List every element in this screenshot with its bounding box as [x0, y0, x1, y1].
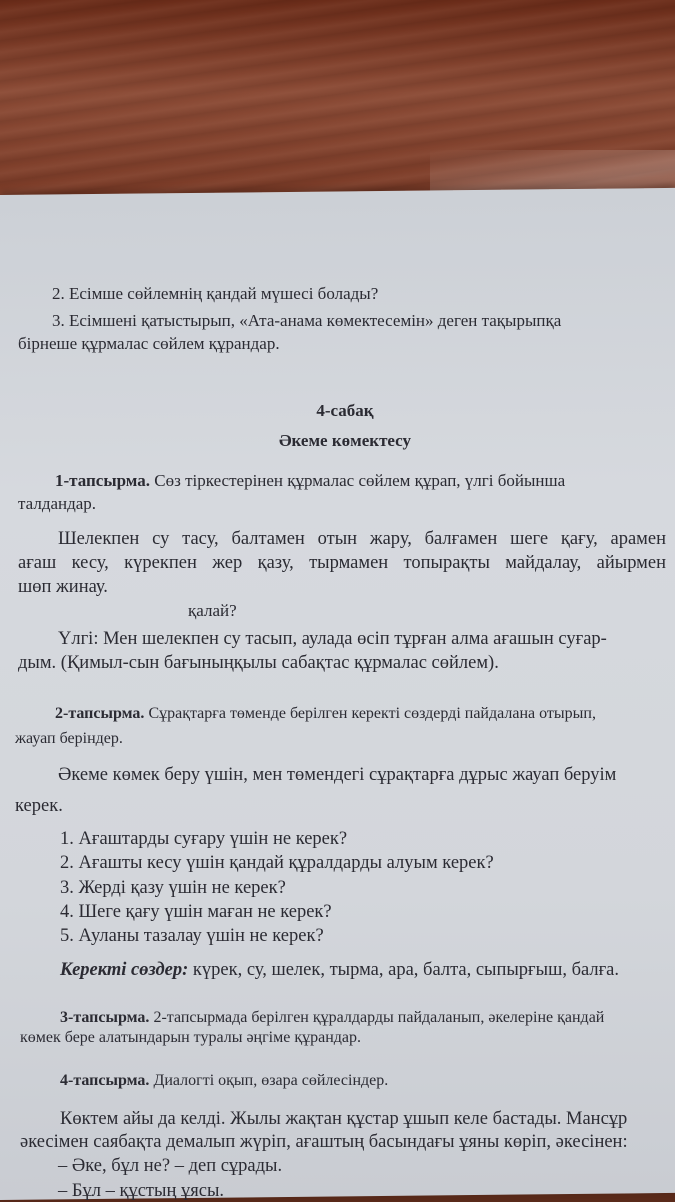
story-line-2: әкесімен саябақта демалып жүріп, ағаштың басындағы ұяны көріп, әкесінен: — [20, 1132, 628, 1152]
example-label: Үлгі: — [58, 629, 99, 649]
phrases-line-3: шөп жинау. — [18, 577, 108, 597]
question-item-4: 4. Шеге қағу үшін маған не керек? — [60, 902, 332, 922]
question-item-1: 1. Ағаштарды суғару үшін не керек? — [60, 829, 348, 849]
task-1-text: Сөз тіркестерінен құрмалас сөйлем құрап, үлгі бойынша — [154, 471, 566, 490]
intro-line-1: Әкеме көмек беру үшін, мен төмендегі сұрақтарға дұрыс жауап беруім — [58, 765, 617, 785]
question-3-line-1: 3. Есімшені қатыстырып, «Ата-анама көмектесемін» деген тақырыпқа — [52, 311, 562, 330]
needed-words-list: күрек, су, шелек, тырма, ара, балта, сыпырғыш, балға. — [192, 960, 620, 980]
question-item-2: 2. Ағашты кесу үшін қандай құралдарды алуым керек? — [60, 853, 494, 873]
task-3-heading — [60, 1007, 604, 1029]
task-3-label: 3-тапсырма. — [60, 1009, 150, 1026]
story-line-1: Көктем айы да келді. Жылы жақтан құстар ұшып келе бастады. Мансұр — [60, 1109, 628, 1129]
phrases-line-2: ағаш кесу, күрекпен жер қазу, тырмамен топырақты майдалау, айырмен — [18, 553, 666, 573]
needed-words-line — [60, 959, 619, 981]
question-item-3: 3. Жерді қазу үшін не керек? — [60, 878, 286, 898]
example-line-2: дым. (Қимыл-сын бағыныңқылы сабақтас құрмалас сөйлем). — [18, 653, 499, 673]
example-line-1 — [58, 628, 607, 650]
task-1-label: 1-тапсырма. — [55, 471, 151, 490]
task-3-text: 2-тапсырмада берілген құралдарды пайдаланып, әкелеріне қандай — [153, 1009, 605, 1026]
task-4-heading — [60, 1070, 388, 1092]
phrases-line-1: Шелекпен су тасу, балтамен отын жару, балғамен шеге қағу, арамен — [58, 529, 666, 549]
task-1-heading — [55, 470, 667, 492]
question-3-line-2: бірнеше құрмалас сөйлем құрандар. — [18, 334, 280, 353]
lesson-number: 4-сабақ — [316, 401, 374, 420]
task-2-heading — [55, 703, 596, 725]
question-item-5: 5. Ауланы тазалау үшін не керек? — [60, 926, 324, 946]
lesson-title: Әкеме көмектесу — [279, 431, 411, 450]
task-3-text-line-2: көмек бере алатындарын туралы әңгіме құрандар. — [20, 1029, 362, 1046]
question-2: 2. Есімше сөйлемнің қандай мүшесі болады? — [52, 284, 379, 303]
needed-words-label: Керекті сөздер: — [60, 960, 189, 980]
dialog-line-1: – Әке, бұл не? – деп сұрады. — [58, 1156, 283, 1176]
task-4-label: 4-тапсырма. — [60, 1072, 150, 1089]
task-2-label: 2-тапсырма. — [55, 705, 145, 722]
example-text: Мен шелекпен су тасып, аулада өсіп тұрған алма ағашын суғар- — [103, 629, 607, 649]
intro-line-2: керек. — [15, 796, 63, 816]
question-word-how: қалай? — [188, 601, 237, 620]
dialog-line-2: – Бұл – құстың ұясы. — [58, 1181, 224, 1201]
task-2-text-line-2: жауап беріндер. — [15, 730, 123, 747]
task-2-text: Сұрақтарға төменде берілген керекті сөздерді пайдалана отырып, — [148, 705, 596, 722]
task-1-text-line-2: талдандар. — [18, 494, 97, 513]
task-4-text: Диалогті оқып, өзара сөйлесіндер. — [153, 1072, 389, 1089]
